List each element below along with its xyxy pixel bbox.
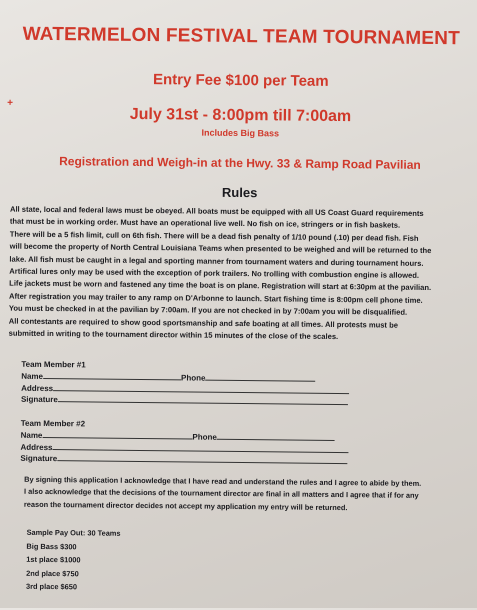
rules-line: All state, local and federal laws must be obeyed. All boats must be equipped with all US Coast Guard requirements: [9, 204, 424, 218]
name-field[interactable]: [43, 370, 181, 380]
rules-line: submitted in writing to the tournament director within 15 minutes of the close of the scales.: [8, 328, 339, 342]
rules-line: Life jackets must be worn and fastened any time the boat is on plane. Registration will start at 6:30pm at the pavilian.: [9, 279, 432, 293]
address-field[interactable]: [53, 382, 349, 394]
rules-line: that must be in working order. Must have an operational live well. No fish on ice, stringers or in fish baskets.: [9, 217, 401, 231]
date-time: July 31st - 8:00pm till 7:00am: [129, 105, 352, 126]
member-heading: Team Member #2: [20, 418, 86, 429]
payout-heading: Sample Pay Out: 30 Teams: [26, 527, 121, 538]
rules-line: will become the property of North Central Louisiana Teams when presented to be weighed and will be returned to the: [9, 241, 432, 256]
signature-field[interactable]: [57, 452, 347, 464]
signature-label: Signature: [20, 453, 58, 464]
signature-field[interactable]: [58, 393, 348, 405]
payout-item: Big Bass $300: [26, 541, 77, 551]
signature-row: [21, 393, 361, 408]
payout-item: 3rd place $650: [25, 582, 78, 592]
name-label: Name: [20, 431, 43, 441]
signature-row: [20, 452, 360, 467]
entry-fee: Entry Fee $100 per Team: [152, 71, 329, 90]
consent-line: reason the tournament director decides not accept my application my entry will be returned.: [23, 499, 348, 512]
name-field[interactable]: [42, 429, 192, 440]
includes-big-bass: Includes Big Bass: [201, 127, 280, 139]
address-field[interactable]: [52, 441, 348, 453]
rules-line: After registration you may trailer to any ramp on D'Arbonne to launch. Start fishing time is 8:00pm cell phone time.: [9, 291, 423, 305]
consent-statement: [24, 474, 464, 515]
tournament-title: WATERMELON FESTIVAL TEAM TOURNAMENT: [22, 23, 461, 50]
name-label: Name: [21, 372, 44, 382]
payout-item: 2nd place $750: [26, 568, 79, 579]
rules-line: Artifical lures only may be used with the exception of pork trailers. No trolling with combustion engine is allowed.: [9, 266, 420, 280]
phone-label: Phone: [180, 373, 206, 383]
signature-label: Signature: [20, 394, 58, 405]
rules-line: There will be a 5 fish limit, cull on 6th fish. There will be a dead fish penalty of 1/10 pound (.10) per dead fish. Fish: [9, 229, 419, 243]
venue-info: Registration and Weigh-in at the Hwy. 33 & Ramp Road Pavilian: [59, 154, 421, 172]
phone-field[interactable]: [217, 431, 335, 441]
team-member-1-block: [21, 359, 361, 408]
rules-heading: Rules: [221, 184, 258, 201]
phone-field[interactable]: [205, 372, 315, 382]
member-heading: Team Member #1: [21, 359, 86, 370]
rules-text: [9, 204, 472, 345]
rules-line: You must be checked in at the pavilian by 7:00am. If you are not checked in by 7:00am you will be disqualified.: [8, 303, 408, 318]
team-member-2-block: [20, 418, 360, 467]
address-label: Address: [20, 442, 53, 452]
payout-item: 1st place $1000: [26, 554, 81, 565]
consent-line: I also acknowledge that the decisions of the tournament director are final in all matters and I agree that if for any: [23, 487, 419, 501]
payout-list: [26, 526, 121, 595]
rules-line: lake. All fish must be caught in a legal and sporting manner from tournament waters and during tournament hours.: [9, 254, 424, 268]
address-label: Address: [21, 383, 54, 393]
phone-label: Phone: [192, 432, 217, 443]
rules-line: All contestants are required to show good sportsmanship and safe boating at all times. All protests must be: [8, 316, 399, 330]
consent-line: By signing this application I acknowledge that I have read and understand the rules and I agree to abide by them.: [24, 474, 422, 488]
plus-mark: +: [7, 97, 13, 109]
